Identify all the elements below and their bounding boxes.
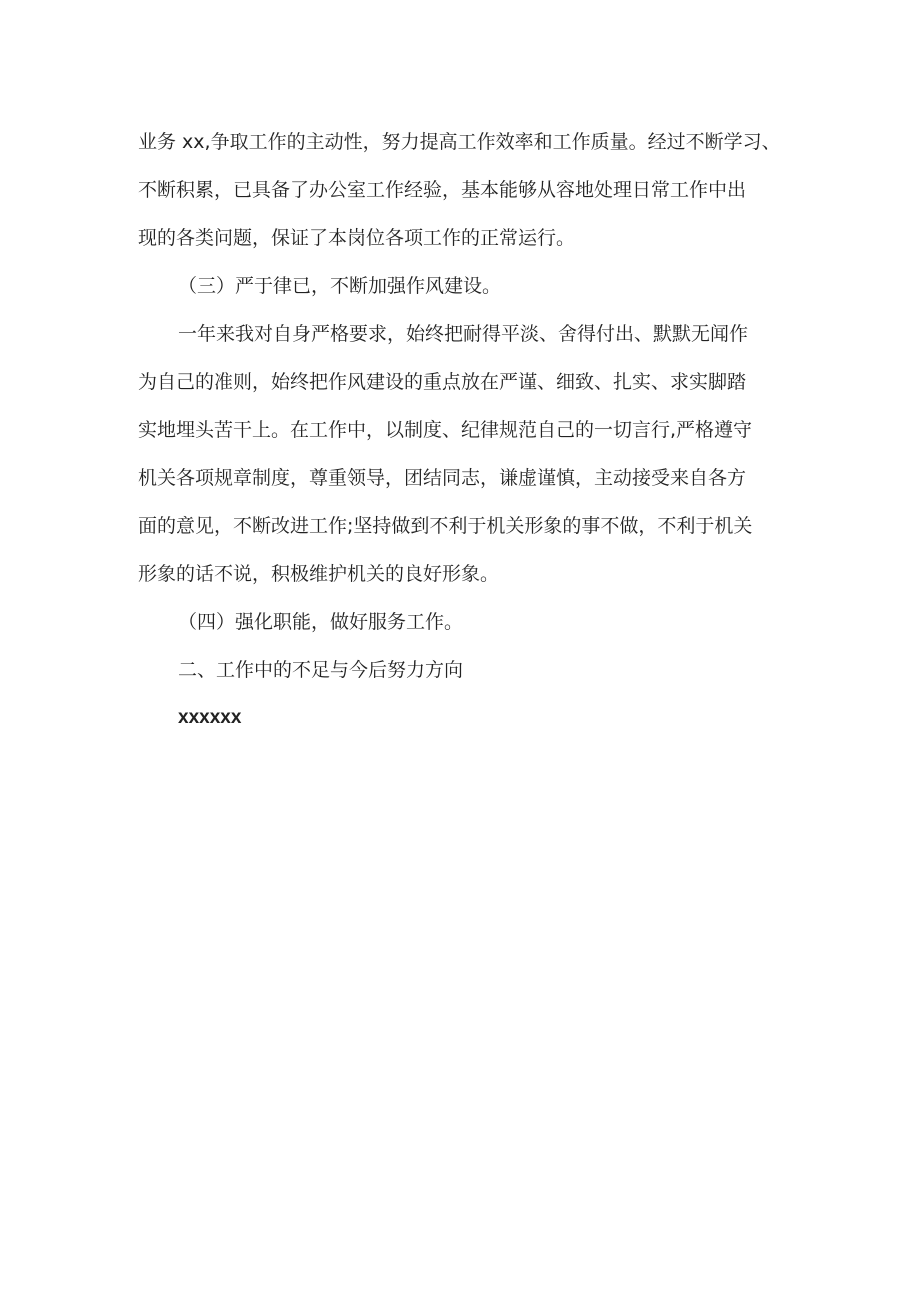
paragraph-line-9: 面的意见，不断改进工作;坚持做到不利于机关形象的事不做，不利于机关 [138, 515, 753, 537]
section-heading-2: 二、工作中的不足与今后努力方向 [178, 659, 464, 681]
paragraph-line-6: 为自己的准则，始终把作风建设的重点放在严谨、细致、扎实、求实脚踏 [138, 371, 747, 393]
paragraph-line-3: 现的各类问题，保证了本岗位各项工作的正常运行。 [138, 227, 576, 249]
paragraph-line-7: 实地埋头苦干上。在工作中，以制度、纪律规范自己的一切言行,严格遵守 [138, 419, 753, 441]
paragraph-line-2: 不断积累，已具备了办公室工作经验，基本能够从容地处理日常工作中出 [138, 179, 747, 201]
paragraph-line-10: 形象的话不说，积极维护机关的良好形象。 [138, 563, 500, 585]
section-heading-3: （三）严于律已，不断加强作风建设。 [178, 275, 502, 297]
paragraph-line-5: 一年来我对自身严格要求，始终把耐得平淡、舍得付出、默默无闻作 [178, 323, 749, 345]
paragraph-line-8: 机关各项规章制度，尊重领导，团结同志，谦虚谨慎，主动接受来自各方 [138, 467, 747, 489]
placeholder-text: xxxxxx [178, 707, 242, 728]
paragraph-line-1: 业务 xx,争取工作的主动性，努力提高工作效率和工作质量。经过不断学习、 [138, 131, 781, 153]
section-heading-4: （四）强化职能，做好服务工作。 [178, 611, 464, 633]
